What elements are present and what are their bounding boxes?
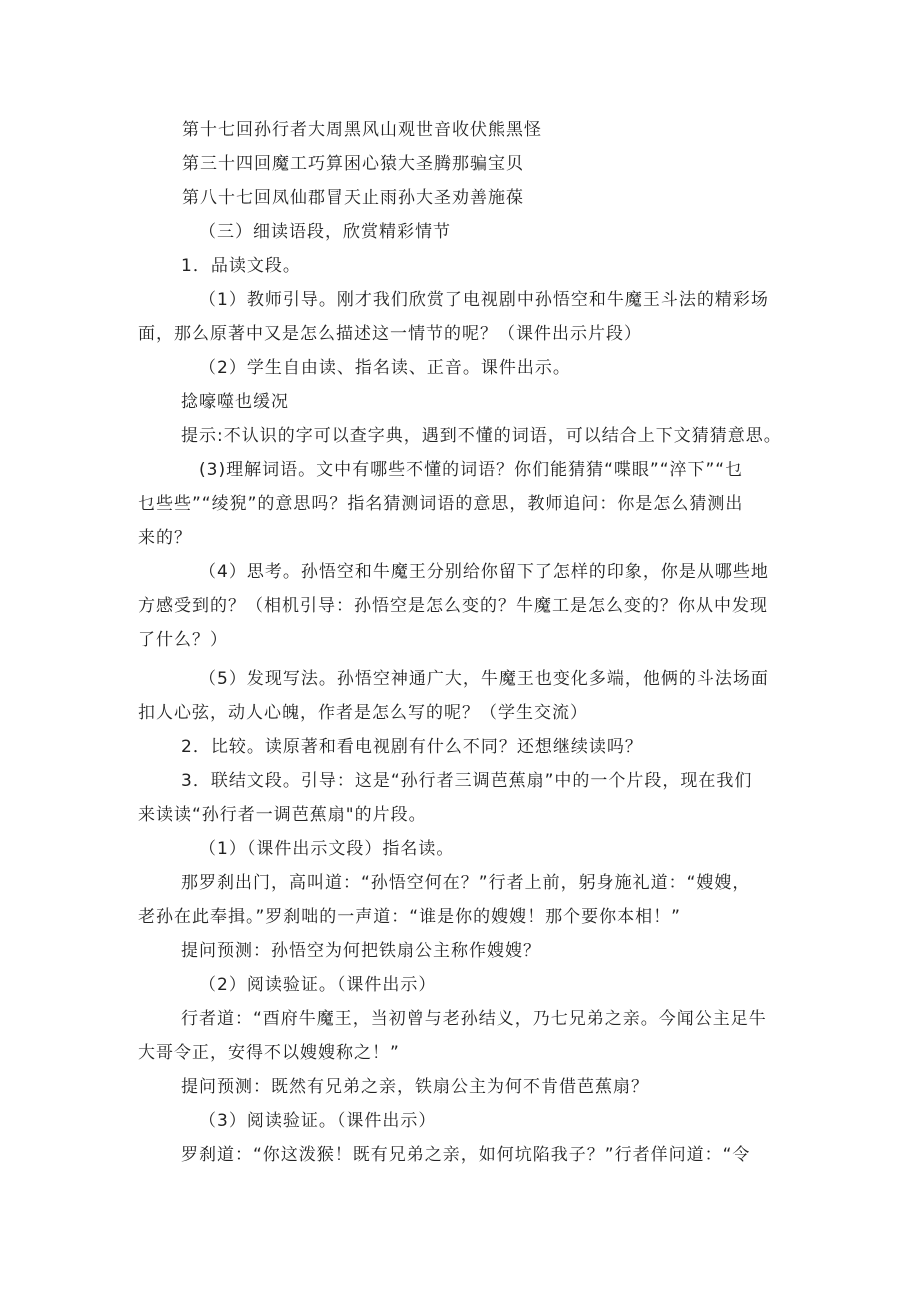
paragraph-line: 面，那么原著中又是怎么描述这一情节的呢？（课件出示片段） <box>138 324 642 344</box>
quote-line: 老孙在此奉揖。”罗刹咄的一声道：“谁是你的嫂嫂！那个要你本相！” <box>138 907 681 927</box>
chapter-title-17: 第十七回孙行者大周黑风山观世音收伏熊黑怪 <box>182 120 542 140</box>
step-heading-1: 1．品读文段。 <box>181 256 301 276</box>
paragraph-line: （1）教师引导。刚才我们欣赏了电视剧中孙悟空和牛魔王斗法的精彩场 <box>199 290 769 310</box>
paragraph-line: 乜些些”“绫猊”的意思吗？指名猜测词语的意思，教师追问：你是怎么猜测出 <box>138 494 744 514</box>
paragraph-line: (3)理解词语。文中有哪些不懂的词语？你们能猜猜“喋眼”“淬下”“乜 <box>199 460 744 480</box>
vocabulary-line: 捻嚎噬也缓况 <box>181 392 289 412</box>
paragraph-line: （2）阅读验证。（课件出示） <box>199 975 437 995</box>
quote-line: 行者道：“酉府牛魔王，当初曾与老孙结义，乃七兄弟之亲。今闻公主足牛 <box>181 1009 767 1029</box>
paragraph-line: 来的？ <box>138 528 192 548</box>
paragraph-line: （1）（课件出示文段）指名读。 <box>199 839 455 859</box>
chapter-title-87: 第八十七回凤仙郡冒天止雨孙大圣劝善施葆 <box>182 188 524 208</box>
question-line: 提问预测：既然有兄弟之亲，铁扇公主为何不肯借芭蕉扇？ <box>181 1077 649 1097</box>
paragraph-line: 扣人心弦，动人心魄，作者是怎么写的呢？（学生交流） <box>138 703 588 723</box>
quote-line: 那罗刹出门，高叫道：“孙悟空何在？”行者上前，躬身施礼道：“嫂嫂， <box>181 873 751 893</box>
paragraph-line: （3）阅读验证。（课件出示） <box>199 1111 437 1131</box>
paragraph-line: （2）学生自由读、指名读、正音。课件出示。 <box>199 358 571 378</box>
hint-line: 提示:不认识的字可以查字典，遇到不懂的词语，可以结合上下文猜猜意思。 <box>181 426 782 446</box>
quote-line: 大哥令正，安得不以嫂嫂称之！” <box>138 1043 400 1063</box>
paragraph-line: （5）发现写法。孙悟空神通广大，牛魔王也变化多端，他俩的斗法场面 <box>199 669 769 689</box>
step-heading-2: 2．比较。读原著和看电视剧有什么不同？还想继续读吗？ <box>181 737 643 757</box>
paragraph-line: （4）思考。孙悟空和牛魔王分别给你留下了怎样的印象，你是从哪些地 <box>199 562 769 582</box>
question-line: 提问预测：孙悟空为何把铁扇公主称作嫂嫂？ <box>181 941 541 961</box>
paragraph-line: 方感受到的？（相机引导：孙悟空是怎么变的？牛魔工是怎么变的？你从中发现 <box>138 596 768 616</box>
step-heading-3: 3．联结文段。引导：这是“孙行者三调芭蕉扇”中的一个片段，现在我们 <box>181 771 753 791</box>
quote-line: 罗刹道：“你这泼猴！既有兄弟之亲，如何坑陷我子？”行者佯问道：“令 <box>181 1145 751 1165</box>
chapter-title-34: 第三十四回魔工巧算困心猿大圣腾那骗宝贝 <box>182 154 524 174</box>
paragraph-line: 了什么？） <box>138 630 228 650</box>
section-heading: （三）细读语段，欣赏精彩情节 <box>199 222 451 242</box>
paragraph-line: 来读读“孙行者一调芭蕉扇"的片段。 <box>138 805 427 825</box>
